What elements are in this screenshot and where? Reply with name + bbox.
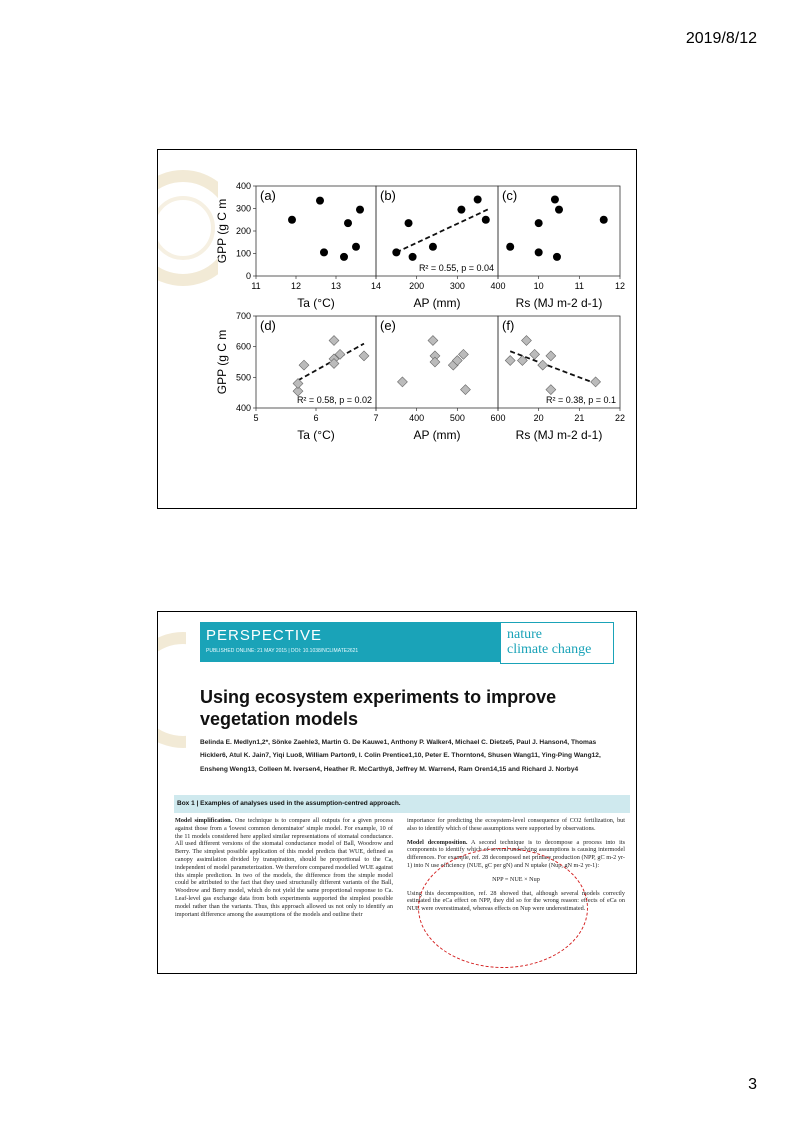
y-axis-label-top: GPP (g C m <box>215 198 229 264</box>
paper-title: Using ecosystem experiments to improve vegetation models <box>200 687 557 729</box>
panel-label: (f) <box>502 318 515 333</box>
paper-page <box>175 618 630 970</box>
panel-label: (e) <box>380 318 396 333</box>
data-point <box>551 196 559 204</box>
x-tick-label: 6 <box>313 413 319 423</box>
x-tick-label: 14 <box>370 281 382 291</box>
data-point <box>482 216 490 224</box>
x-tick-label: 600 <box>490 413 506 423</box>
data-point <box>320 248 328 256</box>
x-axis-label: Rs (MJ m-2 d-1) <box>515 296 603 310</box>
data-point <box>428 336 438 346</box>
slide-figure <box>157 149 637 509</box>
x-axis-label: AP (mm) <box>413 296 461 310</box>
y-tick-label: 300 <box>235 203 251 214</box>
y-tick-label: 100 <box>235 248 251 259</box>
data-point <box>430 357 440 367</box>
data-point <box>546 351 556 361</box>
date-header: 2019/8/12 <box>685 30 757 47</box>
panel-label: (a) <box>260 188 276 203</box>
banner-subtitle: PUBLISHED ONLINE: 21 MAY 2015 | DOI: 10.1038/NCLIMATE2621 <box>206 648 359 654</box>
x-tick-label: 13 <box>330 281 342 291</box>
y-tick-label: 400 <box>235 403 251 413</box>
data-point <box>530 349 540 359</box>
data-point <box>538 360 548 370</box>
fit-annotation: R² = 0.38, p = 0.1 <box>545 395 616 405</box>
data-point <box>546 385 556 395</box>
y-axis-label-bottom: GPP (g C m <box>215 329 229 395</box>
col1-text: One technique is to compare all outputs for a given process against those from a 'lowest common denominator' simple model. For example, 10 of the 11 models considered here applied similar representations of stomatal conductance. All used different versions of the stomatal conductance model of Ball, Woodrow and Berry. The simplest possible application of this model predicts that WUE, defined as canopy assimilation divided by transpiration, should be proportional to the Ca, independent of model parameterization. We therefore compared modelled WUE against this simple prediction. In two of the models, the difference from the simple model could be attributed to the fact that they used structurally different variants of the Ball, Woodrow and Berry model, which do not yield the same proportional response to Ca. Leaf-level gas exchange data from both experiments supported the simplest possible model rather than the variants. Thus, this approach allowed us not only to identify an important difference among the assumptions of the models and outline their <box>175 817 393 918</box>
x-tick-label: 22 <box>614 413 626 423</box>
x-tick-label: 7 <box>373 413 379 423</box>
data-point <box>474 196 482 204</box>
fit-annotation: R² = 0.58, p = 0.02 <box>296 395 372 405</box>
box-heading-text: Box 1 | Examples of analyses used in the assumption-centred approach. <box>177 800 401 807</box>
x-tick-label: 11 <box>251 281 261 291</box>
data-point <box>352 243 360 251</box>
x-axis-label: Ta (°C) <box>297 428 335 442</box>
y-tick-label: 700 <box>235 311 251 321</box>
data-point <box>535 248 543 256</box>
fit-annotation: R² = 0.55, p = 0.04 <box>418 263 494 273</box>
panel-label: (d) <box>260 318 276 333</box>
x-tick-label: 200 <box>409 281 425 291</box>
x-tick-label: 500 <box>449 413 465 423</box>
x-tick-label: 10 <box>533 281 544 291</box>
x-tick-label: 12 <box>614 281 626 291</box>
y-tick-label: 500 <box>235 372 251 383</box>
data-point <box>505 356 515 366</box>
panel-label: (b) <box>380 188 396 203</box>
panel-label: (c) <box>502 188 518 203</box>
equation: NPP = NUE × Nup <box>492 875 540 883</box>
x-tick-label: 5 <box>253 413 259 423</box>
data-point <box>299 360 309 370</box>
x-axis-label: Rs (MJ m-2 d-1) <box>515 428 603 442</box>
journal-logo <box>500 622 614 664</box>
banner-title: PERSPECTIVE <box>206 627 323 644</box>
col2-text: A second technique is to decompose a process into its components to identify which of several underlying assumptions is causing intermodel differences. For example, ref. 28 decomposed net primary production (NPP, gC m-2 yr-1) into N use efficiency (NUE, gC per gN) and N uptake (Nup, gN m-2 yr-1): <box>407 838 625 869</box>
page-number: 3 <box>748 1076 757 1093</box>
logo-line-1: nature <box>507 627 542 642</box>
data-point <box>316 197 324 205</box>
x-tick-label: 300 <box>449 281 465 291</box>
dashed-ellipse-annotation <box>418 848 588 968</box>
data-point <box>356 206 364 214</box>
col2-bottom: Using this decomposition, ref. 28 showed that, although several models correctly estimated the eCa effect on NPP, they did so for the wrong reason: effects of eCa on NUE were overestimated, whereas effects on Nup were underestimated. <box>407 889 625 913</box>
journal-banner <box>200 622 502 662</box>
data-point <box>429 243 437 251</box>
x-tick-label: 20 <box>533 413 544 423</box>
x-tick-label: 21 <box>574 413 585 423</box>
x-tick-label: 11 <box>574 281 585 291</box>
x-tick-label: 400 <box>490 281 506 291</box>
col1-lead: Model simplification. <box>175 817 233 824</box>
data-point <box>340 253 348 261</box>
y-tick-label: 600 <box>235 341 251 352</box>
y-tick-label: 200 <box>235 226 251 236</box>
scatter-figure <box>158 150 636 508</box>
logo-line-2: climate change <box>507 642 592 657</box>
data-point <box>506 243 514 251</box>
data-point <box>535 219 543 227</box>
box-heading <box>174 795 630 813</box>
data-point <box>461 385 471 395</box>
data-point <box>457 206 465 214</box>
fit-line <box>396 209 490 253</box>
data-point <box>288 216 296 224</box>
author-list: Belinda E. Medlyn1,2*, Sönke Zaehle3, Martin G. De Kauwe1, Anthony P. Walker4, Michael C. Dietze5, Paul J. Hanson4, Thomas Hickler6, Atul K. Jain7, Yiqi Luo8, William Parton9, I. Colin Prentice1,10, Peter E. Thornton4, Shusen Wang11, Ying-Ping Wang12, Ensheng Weng13, Colleen M. Iversen4, Heather R. McCarthy8, Jeffrey M. Warren4, Ram Oren14,15 and Richard J. Norby4 <box>200 739 601 773</box>
x-axis-label: AP (mm) <box>413 428 461 442</box>
data-point <box>409 253 417 261</box>
slide-decoration <box>158 150 218 508</box>
slide-paper <box>157 611 637 974</box>
x-tick-label: 400 <box>409 413 425 423</box>
y-tick-label: 400 <box>235 181 251 191</box>
data-point <box>591 377 601 387</box>
y-tick-label: 0 <box>245 271 251 281</box>
data-point <box>397 377 407 387</box>
data-point <box>344 219 352 227</box>
data-point <box>359 351 369 361</box>
data-point <box>392 248 400 256</box>
col2-lead: Model decomposition. <box>407 838 468 846</box>
x-axis-label: Ta (°C) <box>297 296 335 310</box>
data-point <box>522 336 532 346</box>
data-point <box>329 336 339 346</box>
data-point <box>553 253 561 261</box>
data-point <box>600 216 608 224</box>
data-point <box>405 219 413 227</box>
col2-top: importance for predicting the ecosystem-level consequence of CO2 fertilization, but also to identify which of these assumptions were supported by observations. <box>407 817 625 832</box>
data-point <box>293 379 303 389</box>
column-left <box>175 817 393 918</box>
x-tick-label: 12 <box>290 281 302 291</box>
data-point <box>555 206 563 214</box>
